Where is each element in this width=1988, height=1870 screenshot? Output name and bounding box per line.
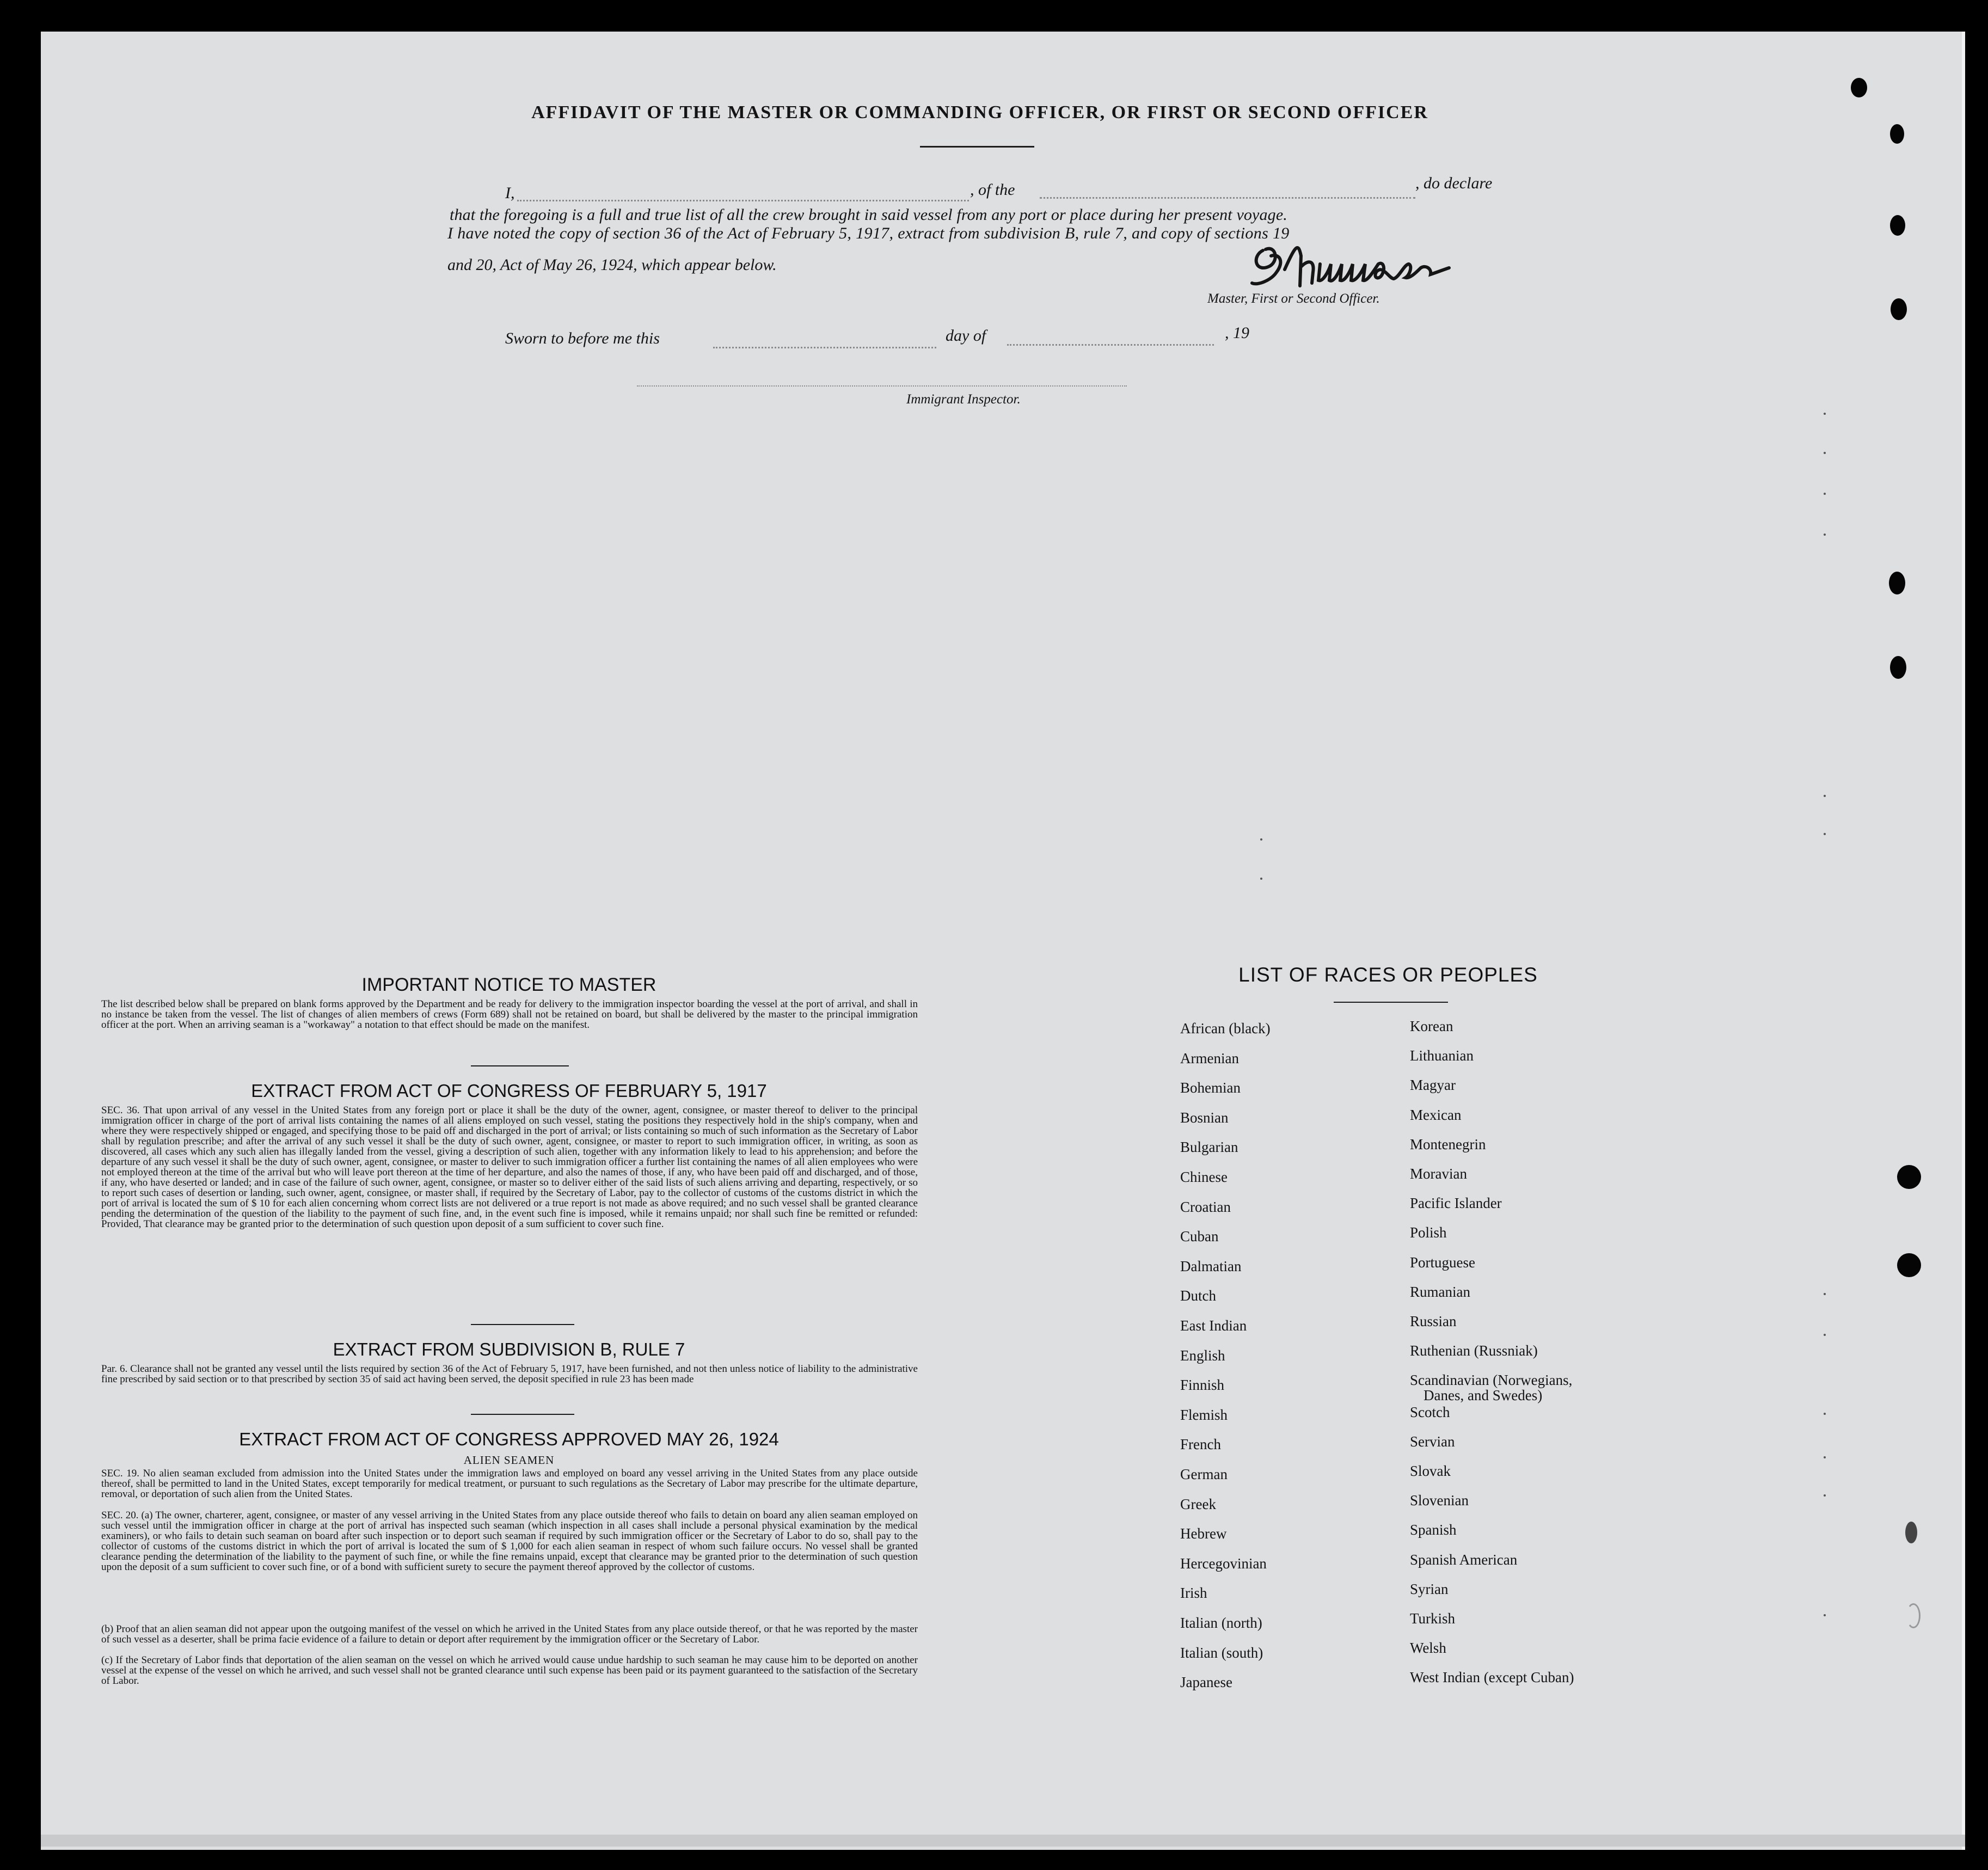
race-item: French	[1180, 1436, 1221, 1453]
affidavit-title: AFFIDAVIT OF THE MASTER OR COMMANDING OFFICER, OR FIRST OR SECOND OFFICER	[531, 102, 1428, 122]
binder-hole	[1890, 215, 1905, 236]
extract-1917-heading: EXTRACT FROM ACT OF CONGRESS OF FEBRUARY 5, 1917	[251, 1081, 767, 1101]
speck	[1824, 833, 1826, 835]
binder-hole-outline	[1906, 1603, 1920, 1628]
race-item: Spanish	[1410, 1522, 1457, 1538]
race-item: Hercegovinian	[1180, 1555, 1267, 1572]
speck	[1260, 838, 1262, 841]
speck	[1824, 1494, 1826, 1497]
race-item: Slovak	[1410, 1463, 1451, 1479]
race-item: Irish	[1180, 1585, 1207, 1602]
binder-hole	[1890, 656, 1906, 679]
sworn-day-of: day of	[946, 327, 986, 345]
alien-seamen-subtitle: ALIEN SEAMEN	[463, 1454, 555, 1467]
race-item: Pacific Islander	[1410, 1195, 1502, 1212]
speck	[1824, 1293, 1826, 1295]
race-item: English	[1180, 1347, 1225, 1364]
race-item: Rumanian	[1410, 1283, 1470, 1300]
extract-1924-sec20c: (c) If the Secretary of Labor finds that deportation of the alien seaman on the vessel on which he arrived would cause undue hardship to such seaman he may cause him to be deported on another vessel at the expense of the vessel on which he arrived, and such vessel shall not be granted clearance until such expense has been paid or its payment guaranteed to the satisfaction of the Secretary of Labor.	[101, 1654, 918, 1687]
race-item: African (black)	[1180, 1020, 1271, 1037]
extract-1924-sec20a: SEC. 20. (a) The owner, charterer, agent, consignee, or master of any vessel arriving in the United States from any place outside thereof who fails to detain on board any alien seaman employed on such vessel until the immigration officer in charge at the port of arrival has inspected such seaman (which inspection in all cases shall include a personal physical examination by the medical examiners), or who fails to detain such seaman on board after such inspection or to deport such seaman if required by such immigration officer or the Secretary of Labor to do so, shall pay to the collector of customs of the customs district in which the port of arrival is located the sum of $ 1,000 for each alien seaman in respect of whom such failure occurs. No vessel shall be granted clearance pending the determination of the liability to the payment of such fine, or while the fine remains unpaid, except that clearance may be granted prior to the determination of such question upon the deposit of a sum sufficient to cover such fine, or of a bond with sufficient surety to secure the payment thereof approved by the collector of customs.	[101, 1510, 918, 1573]
inspector-signature-line[interactable]	[637, 385, 1127, 387]
race-item: Korean	[1410, 1018, 1453, 1034]
race-item: Lithuanian	[1410, 1047, 1474, 1064]
affidavit-of-the-label: , of the	[970, 181, 1015, 199]
race-item: Servian	[1410, 1433, 1455, 1450]
binder-hole	[1891, 298, 1907, 320]
race-item: Scotch	[1410, 1403, 1450, 1420]
race-item: Greek	[1180, 1495, 1216, 1512]
speck	[1824, 795, 1826, 797]
race-item: Syrian	[1410, 1580, 1449, 1597]
affidavit-i-label: I,	[505, 184, 515, 202]
race-item: Mexican	[1410, 1106, 1462, 1123]
title-underline	[920, 146, 1034, 148]
race-item: Scandinavian (Norwegians,	[1410, 1372, 1573, 1389]
race-item: Dutch	[1180, 1287, 1216, 1304]
race-item: Hebrew	[1180, 1525, 1227, 1542]
affiant-name-field[interactable]	[517, 200, 969, 201]
binder-hole	[1889, 572, 1905, 594]
binder-hole	[1851, 78, 1867, 97]
race-item: Bosnian	[1180, 1109, 1229, 1126]
sworn-prefix: Sworn to before me this	[505, 329, 660, 347]
sworn-month-field[interactable]	[1007, 344, 1214, 346]
race-item: Ruthenian (Russniak)	[1410, 1342, 1538, 1359]
race-item: Flemish	[1180, 1406, 1228, 1423]
speck	[1824, 493, 1826, 495]
extract-rule7-body: Par. 6. Clearance shall not be granted any vessel until the lists required by section 36 of the Act of February 5, 1917, have been furnished, and not then unless notice of liability to the administrative fine prescribed by said section or to that prescribed by section 35 of said act having been served, the deposit specified in rule 23 has been made	[101, 1363, 918, 1385]
document-page	[41, 32, 1965, 1850]
races-heading: LIST OF RACES OR PEOPLES	[1238, 964, 1538, 986]
speck	[1824, 413, 1826, 415]
divider	[471, 1065, 569, 1066]
race-item: Portuguese	[1410, 1254, 1475, 1271]
affidavit-line-3: I have noted the copy of section 36 of the Act of February 5, 1917, extract from subdivision B, rule 7, and copy of sections 19	[447, 224, 1290, 242]
affidavit-line-4: and 20, Act of May 26, 1924, which appear below.	[447, 256, 777, 274]
race-item: Polish	[1410, 1224, 1447, 1241]
race-item: Italian (south)	[1180, 1644, 1263, 1661]
binder-hole	[1890, 124, 1904, 144]
race-item: Bohemian	[1180, 1080, 1241, 1096]
speck	[1824, 1334, 1826, 1336]
race-item: Chinese	[1180, 1169, 1228, 1185]
race-item: East Indian	[1180, 1317, 1247, 1334]
race-item: Welsh	[1410, 1640, 1446, 1657]
race-item: Slovenian	[1410, 1492, 1469, 1509]
signature-caption: Master, First or Second Officer.	[1207, 291, 1380, 306]
binder-hole	[1905, 1522, 1917, 1543]
races-underline	[1334, 1002, 1448, 1003]
notice-heading: IMPORTANT NOTICE TO MASTER	[361, 974, 656, 995]
speck	[1824, 1614, 1826, 1616]
affidavit-declare-label: , do declare	[1415, 174, 1493, 192]
master-signature	[1247, 234, 1475, 299]
race-item: West Indian (except Cuban)	[1410, 1669, 1574, 1686]
page-edge	[41, 1835, 1965, 1847]
inspector-caption: Immigrant Inspector.	[906, 392, 1021, 407]
race-item: Armenian	[1180, 1050, 1239, 1066]
extract-1924-sec20b: (b) Proof that an alien seaman did not appear upon the outgoing manifest of the vessel on which he arrived in the United States from any place outside thereof, or that he was reported by the master of such vessel as a deserter, shall be prima facie evidence of a failure to detain or deport after requirement by the immigration officer or the Secretary of Labor.	[101, 1623, 918, 1645]
speck	[1824, 534, 1826, 536]
notice-body: The list described below shall be prepared on blank forms approved by the Department and be ready for delivery to the immigration inspector boarding the vessel at the port of arrival, and shall in no instance be taken from the vessel. The list of changes of alien members of crews (Form 689) shall not be retained on board, but shall be delivered by the master to the principal immigration officer at the port. When an arriving seaman is a "workaway" a notation to that effect should be made on the manifest.	[101, 998, 918, 1031]
speck	[1260, 878, 1262, 880]
race-item: Cuban	[1180, 1228, 1219, 1245]
race-item: Spanish American	[1410, 1551, 1518, 1568]
race-item: Montenegrin	[1410, 1136, 1486, 1152]
extract-1924-sec19: SEC. 19. No alien seaman excluded from admission into the United States under the immigration laws and employed on board any vessel arriving in the United States from any place outside thereof, shall be permitted to land in the United States, except temporarily for medical treatment, or pursuant to such regulations as the Secretary of Labor may prescribe for the ultimate departure, removal, or deportation of such alien from the United States.	[101, 1468, 918, 1500]
race-item: Moravian	[1410, 1166, 1467, 1182]
race-item: Turkish	[1410, 1610, 1456, 1627]
divider	[471, 1414, 574, 1415]
binder-hole	[1897, 1253, 1921, 1277]
race-item: Dalmatian	[1180, 1258, 1242, 1274]
race-item: Croatian	[1180, 1198, 1231, 1215]
sworn-day-field[interactable]	[713, 347, 936, 348]
race-item: Russian	[1410, 1313, 1457, 1329]
extract-1917-body: SEC. 36. That upon arrival of any vessel in the United States from any foreign port or place it shall be the duty of the owner, agent, consignee, or master thereof to deliver to the principal immigration officer in charge of the port of arrival lists containing the names of all aliens employed on such vessel, stating the positions they respectively hold in the ship's company, when and where they were respectively shipped or engaged, and specifying those to be paid off and discharged in the port of arrival; or lists containing so much of such information as the Secretary of Labor shall by regulation prescribe; and after the arrival of any such vessel it shall be the duty of such owner, agent, consignee, or master to report to such immigration officer, in writing, as soon as discovered, all cases which any such alien has illegally landed from the vessel, giving a description of such alien, together with any information likely to lead to his apprehension; and before the departure of any such vessel it shall be the duty of such owner, agent, consignee, or master to deliver to such immigration officer a further list containing the names of all alien employees who were not employed thereon at the time of the arrival but who will leave port thereon at the time of her departure, and also the names of those, if any, who have been paid off and discharged, and of those, if any, who have deserted or landed; and in case of the failure of such owner, agent, consignee, or master so to deliver either of the said lists of such aliens arriving and departing, respectively, or so to report such cases of desertion or landing, such owner, agent, consignee, or master shall, if required by the Secretary of Labor, pay to the collector of customs of the customs district in which the port of arrival is located the sum of $ 10 for each alien concerning whom correct lists are not delivered or a true report is not made as above required; and no such vessel shall be granted clearance pending the determination of the question of the liability to the payment of such fine, and, in the event such fine is imposed, while it remains unpaid; nor shall such fine be remitted or refunded: Provided, That clearance may be granted prior to the determination of such question upon deposit of a sum sufficient to cover such fine.	[101, 1105, 918, 1230]
speck	[1824, 1456, 1826, 1458]
race-item: Finnish	[1180, 1377, 1225, 1394]
race-scandinavian-continued: Danes, and Swedes)	[1423, 1387, 1543, 1403]
sworn-year: , 19	[1225, 324, 1249, 342]
affidavit-line-2: that the foregoing is a full and true list of all the crew brought in said vessel from any port or place during her present voyage.	[450, 206, 1287, 224]
race-item: German	[1180, 1466, 1228, 1482]
race-item: Magyar	[1410, 1077, 1456, 1094]
extract-rule7-heading: EXTRACT FROM SUBDIVISION B, RULE 7	[333, 1339, 685, 1359]
race-item: Bulgarian	[1180, 1139, 1238, 1156]
binder-hole	[1897, 1165, 1921, 1189]
speck	[1824, 452, 1826, 454]
race-item: Italian (north)	[1180, 1615, 1262, 1631]
vessel-name-field[interactable]	[1040, 197, 1415, 199]
speck	[1824, 1413, 1826, 1415]
divider	[471, 1324, 574, 1325]
extract-1924-heading: EXTRACT FROM ACT OF CONGRESS APPROVED MAY 26, 1924	[239, 1429, 779, 1449]
race-item: Japanese	[1180, 1674, 1232, 1691]
